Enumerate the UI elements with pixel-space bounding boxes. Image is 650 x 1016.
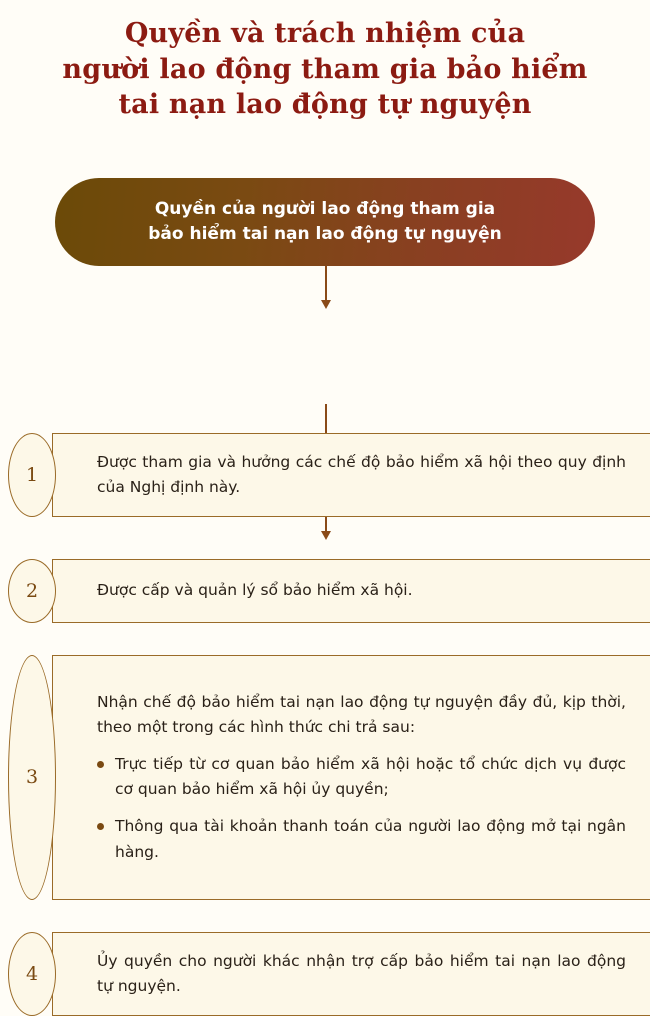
header-banner-inner — [55, 178, 595, 266]
item-4-box — [52, 932, 650, 1016]
header-banner — [55, 178, 595, 266]
item-1-number-badge — [8, 433, 56, 517]
item-2-text: Được cấp và quản lý sổ bảo hiểm xã hội. — [97, 581, 413, 600]
item-3-text: Nhận chế độ bảo hiểm tai nạn lao động tự nguyện đầy đủ, kịp thời, theo một trong các hình thức chi trả sau: Trực tiếp từ cơ quan bảo hiểm xã hội hoặc tổ chức dịch vụ được cơ quan bảo hiểm xã hội ủy quyền; Thông qua tài khoản thanh toán của người lao động mở tại ngân hàng. — [53, 680, 650, 875]
item-2-number: 2 — [25, 579, 39, 602]
page-title-line-1: Quyền và trách nhiệm của — [124, 18, 526, 49]
item-2-box — [52, 559, 650, 623]
item-2-number-badge — [8, 559, 56, 623]
item-3-number: 3 — [25, 766, 39, 789]
connector-arrow-1-to-2 — [325, 404, 327, 436]
item-1-number: 1 — [25, 463, 39, 486]
item-4-number: 4 — [25, 962, 39, 985]
page-title — [0, 0, 650, 123]
item-4-text: Ủy quyền cho người khác nhận trợ cấp bảo hiểm tai nạn lao động tự nguyện. — [97, 951, 626, 995]
item-3-bullet-1: Trực tiếp từ cơ quan bảo hiểm xã hội hoặc tổ chức dịch vụ được cơ quan bảo hiểm xã hội ủy quyền; — [97, 752, 626, 802]
item-3-number-badge — [8, 655, 56, 900]
connector-arrow-header-to-1 — [325, 266, 327, 301]
header-banner-line-2: bảo hiểm tai nạn lao động tự nguyện — [148, 224, 502, 244]
item-4-number-badge — [8, 932, 56, 1016]
item-1-box — [52, 433, 650, 517]
page-title-line-3: tai nạn lao động tự nguyện — [118, 89, 532, 121]
item-3-box — [52, 655, 650, 900]
item-3-bullet-list — [97, 752, 626, 864]
item-3-bullet-2: Thông qua tài khoản thanh toán của người lao động mở tại ngân hàng. — [97, 814, 626, 864]
header-banner-line-1: Quyền của người lao động tham gia — [154, 198, 496, 219]
page-title-line-2: người lao động tham gia bảo hiểm — [62, 53, 588, 85]
item-1-text: Được tham gia và hưởng các chế độ bảo hiểm xã hội theo quy định của Nghị định này. — [97, 452, 626, 496]
